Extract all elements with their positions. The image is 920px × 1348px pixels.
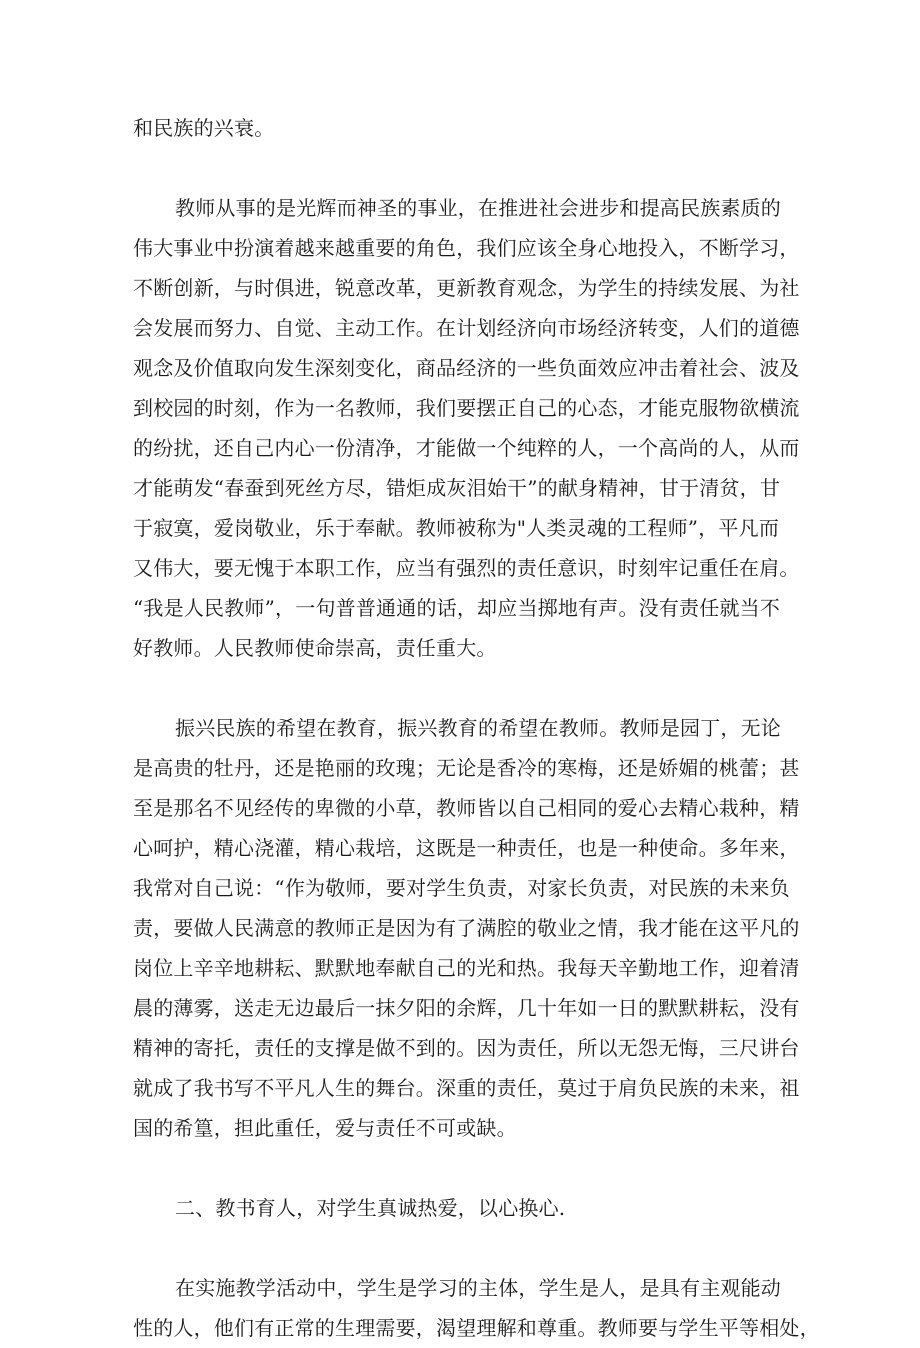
text-line: 我常对自己说：“作为敬师，要对学生负责，对家长负责，对民族的未来负 bbox=[133, 876, 790, 900]
text-line: 国的希篁，担此重任，爱与责任不可或缺。 bbox=[133, 1116, 517, 1140]
text-line: 性的人，他们有正常的生理需要，渴望理解和尊重。教师要与学生平等相处， bbox=[133, 1316, 820, 1340]
paragraph-teacher-mission bbox=[133, 188, 800, 668]
text-line: 岗位上辛辛地耕耘、默默地奉献自己的光和热。我每天辛勤地工作，迎着清 bbox=[133, 956, 800, 980]
paragraph-gap bbox=[133, 1228, 793, 1268]
text-line: 心呵护，精心浇灌，精心栽培，这既是一种责任，也是一种使命。多年来， bbox=[133, 836, 800, 860]
text-line: 精神的寄托，责任的支撑是做不到的。因为责任，所以无怨无悔，三尺讲台 bbox=[133, 1036, 800, 1060]
text-line: 是高贵的牡丹，还是艳丽的玫瑰；无论是香冷的寒梅，还是娇媚的桃蕾；甚 bbox=[133, 756, 800, 780]
text-line: 到校园的时刻，作为一名教师，我们要摆正自己的心态，才能克服物欲横流 bbox=[133, 396, 800, 420]
text-line: 至是那名不见经传的卑微的小草，教师皆以自己相同的爱心去精心栽种，精 bbox=[133, 796, 800, 820]
text-line: 会发展而努力、自觉、主动工作。在计划经济向市场经济转变，人们的道德 bbox=[133, 316, 800, 340]
paragraph-gap bbox=[133, 1148, 793, 1188]
document-body bbox=[133, 108, 820, 1348]
text-line: 责，要做人民满意的教师正是因为有了满腔的敬业之情，我才能在这平凡的 bbox=[133, 916, 800, 940]
paragraph-gap bbox=[133, 668, 793, 708]
paragraph-teaching-activity bbox=[133, 1268, 820, 1348]
paragraph-gap bbox=[133, 148, 793, 188]
text-line: 好教师。人民教师使命崇高，责任重大。 bbox=[133, 636, 497, 660]
text-line: 又伟大，要无愧于本职工作，应当有强烈的责任意识，时刻牢记重任在肩。 bbox=[133, 556, 800, 580]
text-line: 在实施教学活动中，学生是学习的主体，学生是人，是具有主观能动 bbox=[175, 1276, 781, 1300]
text-line: 就成了我书写不平凡人生的舞台。深重的责任，莫过于肩负民族的未来，祖 bbox=[133, 1076, 800, 1100]
text-line: 不断创新，与时俱进，锐意改革，更新教育观念，为学生的持续发展、为社 bbox=[133, 276, 800, 300]
text-line: 的纷扰，还自己内心一份清净，才能做一个纯粹的人，一个高尚的人，从而 bbox=[133, 436, 800, 460]
paragraph-national-hope bbox=[133, 708, 800, 1148]
text-line: 观念及价值取向发生深刻变化，商品经济的一些负面效应冲击着社会、波及 bbox=[133, 356, 800, 380]
text-line: 教师从事的是光辉而神圣的事业，在推进社会进步和提高民族素质的 bbox=[175, 196, 781, 220]
paragraph-continuation bbox=[133, 108, 793, 148]
section-heading bbox=[133, 1188, 793, 1228]
text-line: 晨的薄雾，送走无边最后一抹夕阳的余辉，几十年如一日的默默耕耘，没有 bbox=[133, 996, 800, 1020]
text-line: 伟大事业中扮演着越来越重要的角色，我们应该全身心地投入，不断学习， bbox=[133, 236, 800, 260]
text-line: 才能萌发“春蚕到死丝方尽，错炬成灰泪始干”的献身精神，甘于清贫，甘 bbox=[133, 476, 781, 500]
text-line: “我是人民教师”，一句普普通通的话，却应当掷地有声。没有责任就当不 bbox=[133, 596, 781, 620]
section-heading-text: 二、教书育人，对学生真诚热爱，以心换心. bbox=[175, 1196, 566, 1220]
text-line: 振兴民族的希望在教育，振兴教育的希望在教师。教师是园丁，无论 bbox=[175, 716, 781, 740]
text-line: 和民族的兴衰。 bbox=[133, 116, 275, 140]
text-line: 于寂寞，爱岗敬业，乐于奉献。教师被称为"人类灵魂的工程师”，平凡而 bbox=[133, 516, 780, 540]
